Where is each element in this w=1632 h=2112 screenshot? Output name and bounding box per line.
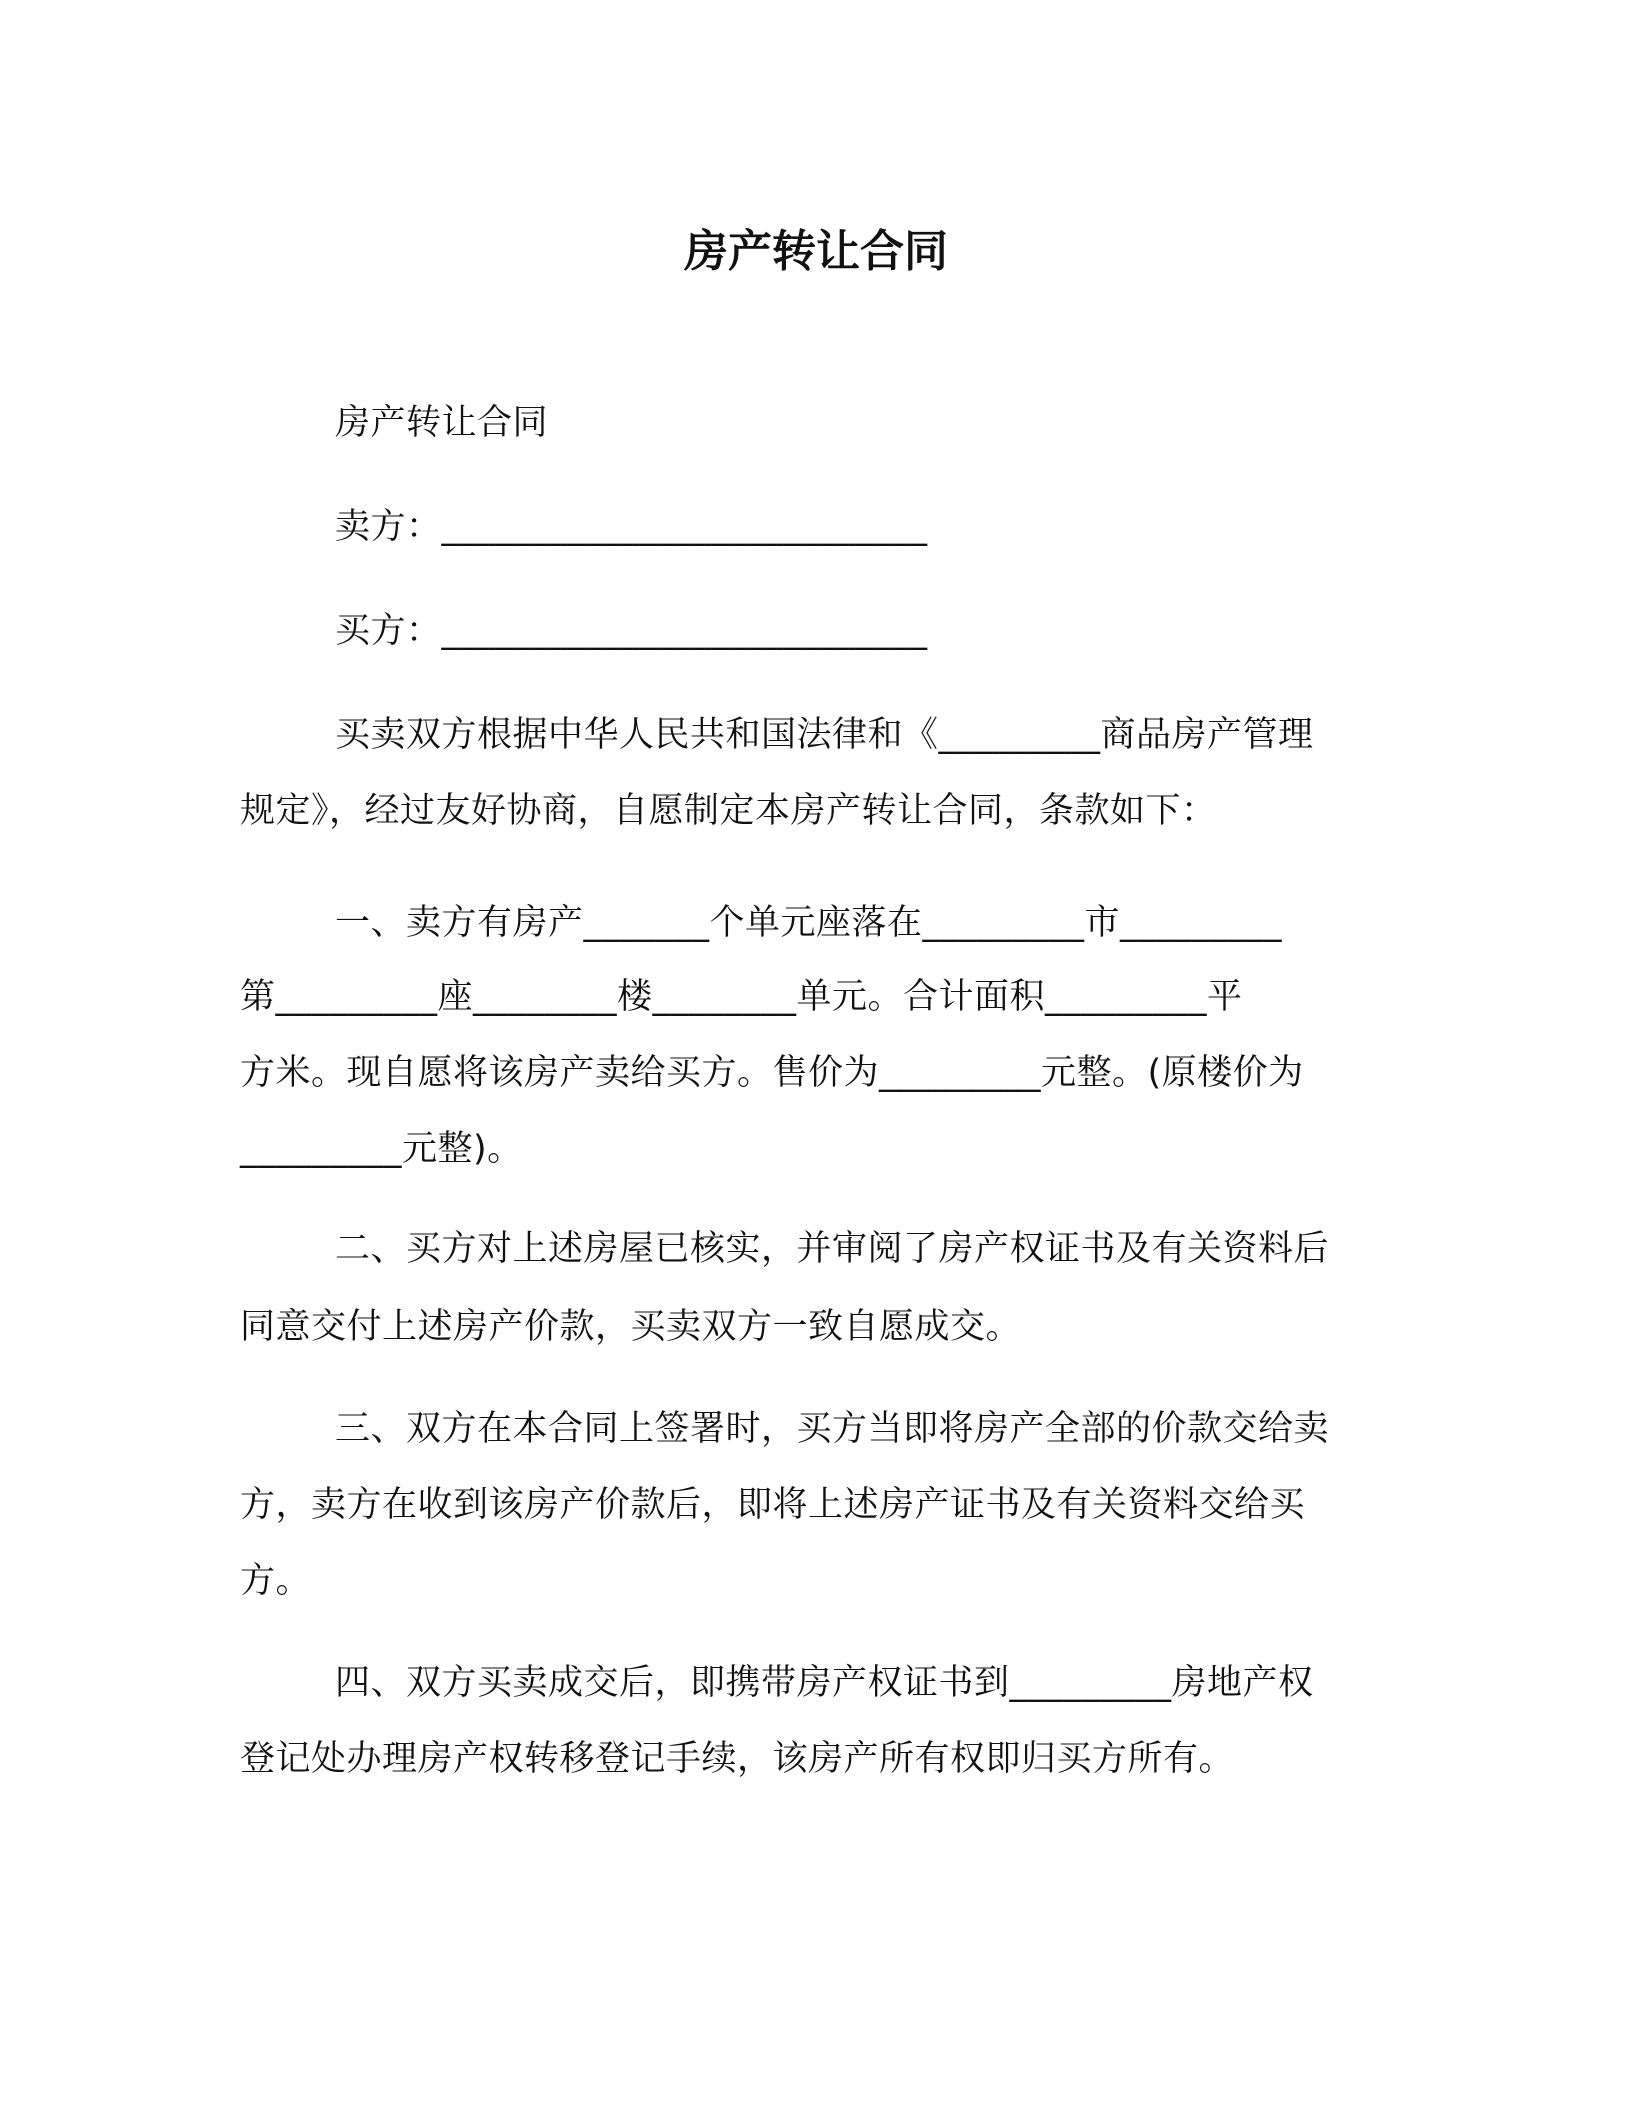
paragraph-line: 方，卖方在收到该房产价款后，即将上述房产证书及有关资料交给买 bbox=[240, 1485, 1306, 1525]
paragraph-line: 规定》，经过友好协商，自愿制定本房产转让合同，条款如下： bbox=[240, 791, 1217, 831]
paragraph-line: 二、买方对上述房屋已核实，并审阅了房产权证书及有关资料后 bbox=[335, 1229, 1330, 1269]
paragraph-line: 方。 bbox=[240, 1561, 312, 1601]
paragraph-line: 方米。现自愿将该房产卖给买方。售价为_________元整。(原楼价为 bbox=[240, 1053, 1304, 1093]
paragraph-line: 买卖双方根据中华人民共和国法律和《_________商品房产管理 bbox=[335, 715, 1314, 755]
paragraph-line: 四、双方买卖成交后，即携带房产权证书到_________房地产权 bbox=[335, 1663, 1314, 1703]
paragraph-line: _________元整)。 bbox=[240, 1129, 523, 1169]
paragraph-line: 同意交付上述房产价款，买卖双方一致自愿成交。 bbox=[240, 1307, 1022, 1347]
paragraph-line: 第_________座________楼________单元。合计面积_________平 bbox=[240, 977, 1243, 1017]
buyer-line: 买方：___________________________ bbox=[335, 611, 928, 651]
paragraph-line: 登记处办理房产权转移登记手续，该房产所有权即归买方所有。 bbox=[240, 1739, 1235, 1779]
document-subtitle: 房产转让合同 bbox=[335, 403, 549, 443]
paragraph-line: 三、双方在本合同上签署时，买方当即将房产全部的价款交给卖 bbox=[335, 1409, 1330, 1449]
document-title: 房产转让合同 bbox=[684, 226, 948, 277]
paragraph-line: 一、卖方有房产_______个单元座落在_________市_________ bbox=[335, 903, 1283, 943]
seller-line: 卖方：___________________________ bbox=[335, 507, 928, 547]
